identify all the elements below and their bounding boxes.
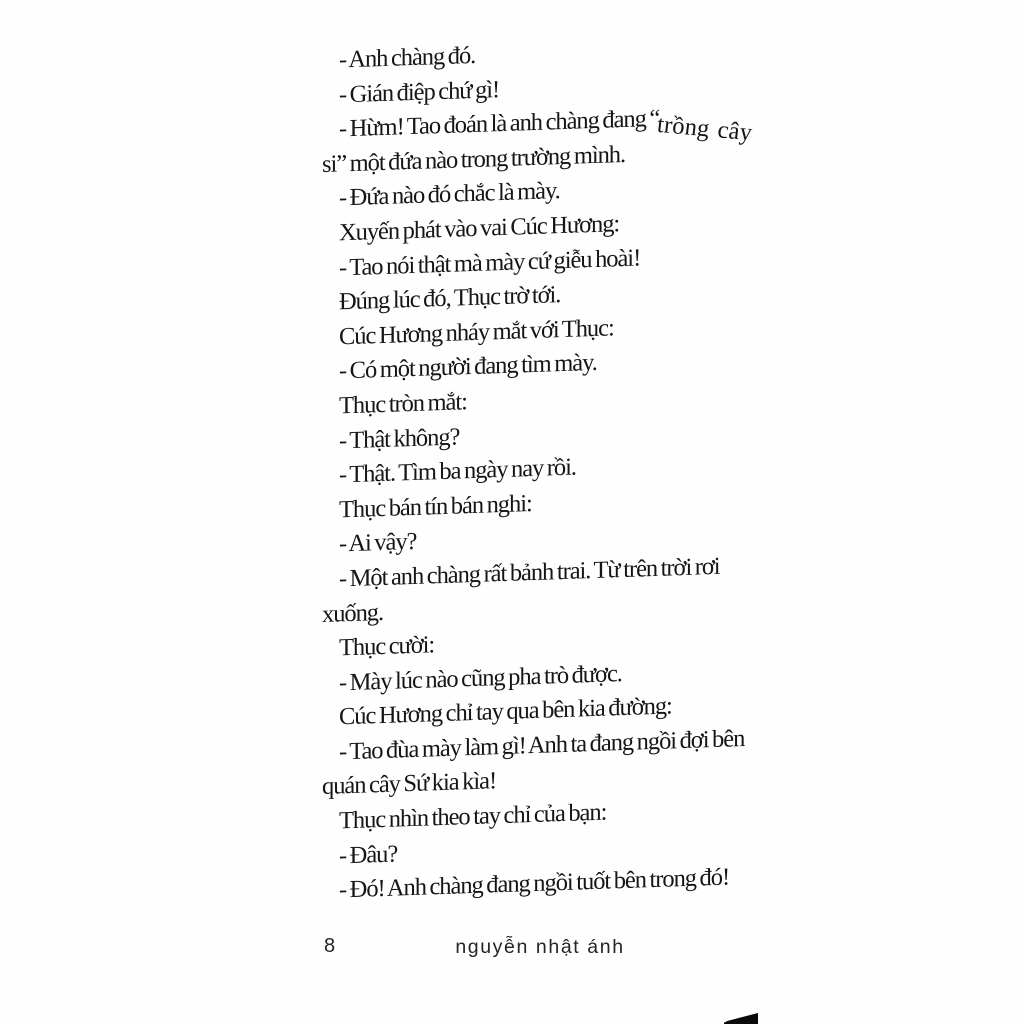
page-number: 8 <box>324 935 336 957</box>
text-line: - Một anh chàng rất bảnh trai. Từ trên trời rơi <box>339 552 720 593</box>
text-line: - Tao nói thật mà mày cứ giễu hoài! <box>339 244 641 281</box>
text-line-run: - Hừm! Tao đoán là anh chàng đang “ <box>339 105 660 143</box>
text-line: - Ai vậy? <box>339 528 417 558</box>
text-line: Đúng lúc đó, Thục trờ tới. <box>339 281 561 316</box>
text-line: - Đứa nào đó chắc là mày. <box>339 177 560 212</box>
page-text <box>322 30 758 909</box>
text-line: quán cây Sứ kia kìa! <box>322 767 497 801</box>
text-line: - Gián điệp chứ gì! <box>339 75 500 109</box>
text-line: - Tao đùa mày làm gì! Anh ta đang ngồi đợi bên <box>339 724 745 766</box>
text-line: Cúc Hương chỉ tay qua bên kia đường: <box>339 692 672 731</box>
text-line: - Mày lúc nào cũng pha trò được. <box>339 659 622 697</box>
corner-mark <box>724 1013 758 1024</box>
text-line: - Đó! Anh chàng đang ngồi tuốt bên trong đó! <box>339 863 730 904</box>
text-line: - Anh chàng đó. <box>339 41 476 74</box>
text-line: Cúc Hương nháy mắt với Thục: <box>339 314 614 351</box>
text-line: Thục cười: <box>339 631 435 662</box>
page-footer <box>322 932 758 962</box>
text-line: si” một đứa nào trong trường mình. <box>322 140 626 178</box>
text-line: xuống. <box>322 598 384 628</box>
text-line: - Thật không? <box>339 422 460 454</box>
text-line: - Có một người đang tìm mày. <box>339 349 597 385</box>
text-line: Xuyến phát vào vai Cúc Hương: <box>339 210 620 247</box>
text-line: Thục tròn mắt: <box>339 388 467 420</box>
text-line: - Đâu? <box>339 840 398 870</box>
running-title-author: nguyễn nhật ánh <box>455 936 625 958</box>
text-line: - Thật. Tìm ba ngày nay rồi. <box>339 453 576 489</box>
warped-text: trồng cây <box>655 111 755 147</box>
text-line: Thục bán tín bán nghi: <box>339 489 532 524</box>
text-line: Thục nhìn theo tay chỉ của bạn: <box>339 798 607 835</box>
